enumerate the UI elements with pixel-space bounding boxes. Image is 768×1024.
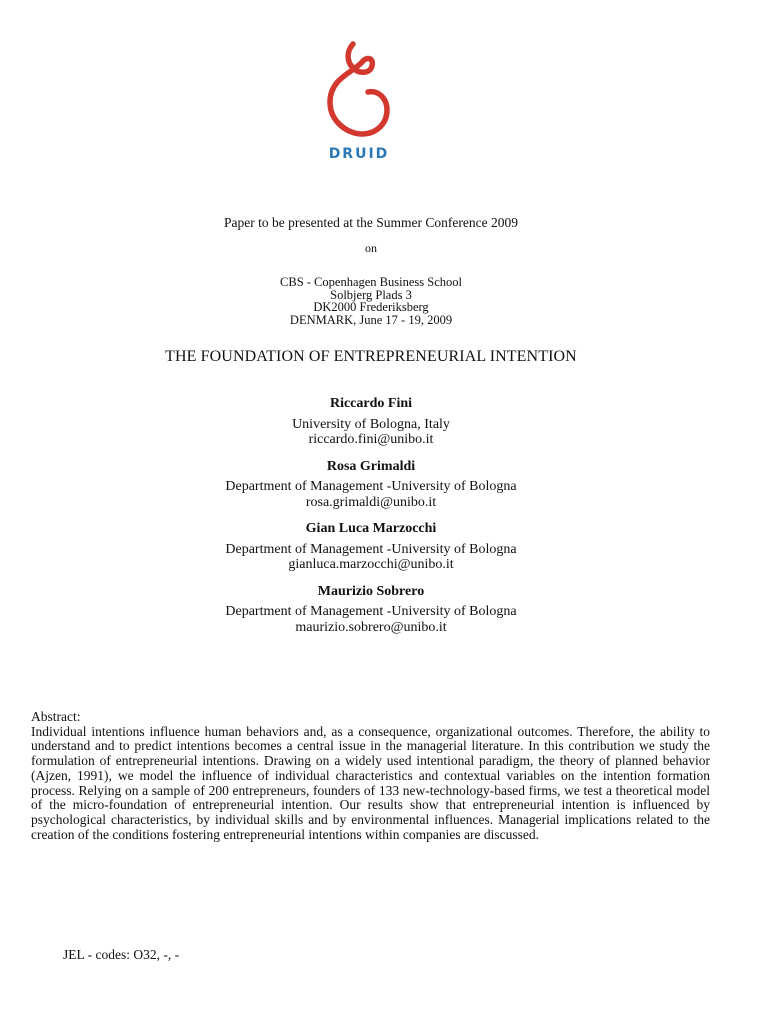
author-affiliation: Department of Management -University of Bologna	[225, 541, 517, 557]
author-email: maurizio.sobrero@unibo.it	[295, 619, 447, 635]
author-name: Riccardo Fini	[329, 396, 413, 411]
abstract-section	[31, 710, 710, 842]
druid-logo-text: DRUID	[328, 146, 390, 162]
venue-line: DENMARK, June 17 - 19, 2009	[289, 312, 453, 327]
author-affiliation: Department of Management -University of Bologna	[225, 604, 517, 619]
author-list	[0, 396, 742, 646]
author-block	[0, 521, 742, 573]
author-block	[0, 396, 742, 448]
author-block	[0, 459, 742, 511]
jel-codes: JEL - codes: O32, -, -	[63, 947, 180, 962]
abstract-label: Abstract:	[31, 709, 81, 724]
conference-on: on	[365, 241, 377, 255]
author-block	[0, 584, 742, 636]
author-name: Rosa Grimaldi	[326, 458, 416, 474]
author-email: rosa.grimaldi@unibo.it	[305, 494, 437, 510]
author-affiliation: University of Bologna, Italy	[292, 416, 450, 432]
druid-logo	[318, 40, 400, 166]
author-name: Maurizio Sobrero	[317, 583, 425, 599]
paper-title: THE FOUNDATION OF ENTREPRENEURIAL INTENTION	[165, 348, 577, 365]
conference-intro: Paper to be presented at the Summer Conference 2009	[224, 215, 518, 230]
druid-emblem-icon	[318, 40, 400, 144]
author-name: Gian Luca Marzocchi	[305, 521, 437, 536]
author-email: riccardo.fini@unibo.it	[308, 432, 434, 447]
author-affiliation: Department of Management -University of Bologna	[225, 479, 517, 494]
author-email: gianluca.marzocchi@unibo.it	[288, 557, 454, 572]
venue-line: DK2000 Frederiksberg	[313, 300, 429, 314]
abstract-body: Individual intentions influence human behaviors and, as a consequence, organizational outcomes. Therefore, the ability to understand and to predict intentions becomes a central issue in the managerial literature. In this contribution we study the formulation of entrepreneurial intentions. Drawing on a widely used intentional paradigm, the theory of planned behavior (Ajzen, 1991), we model the influence of individual characteristics and contextual variables on the intention formation process. Relying on a sample of 200 entrepreneurs, founders of 133 new-technology-based firms, we test a theoretical model of the micro-foundation of entrepreneurial intention. Our results show that entrepreneurial intention is influenced by psychological characteristics, by individual skills and by environmental influences. Managerial implications related to the creation of the conditions fostering entrepreneurial intentions within companies are discussed.	[31, 723, 710, 842]
venue-line: Solbjerg Plads 3	[330, 287, 412, 302]
venue-line: CBS - Copenhagen Business School	[280, 275, 462, 289]
venue-address	[0, 276, 742, 326]
